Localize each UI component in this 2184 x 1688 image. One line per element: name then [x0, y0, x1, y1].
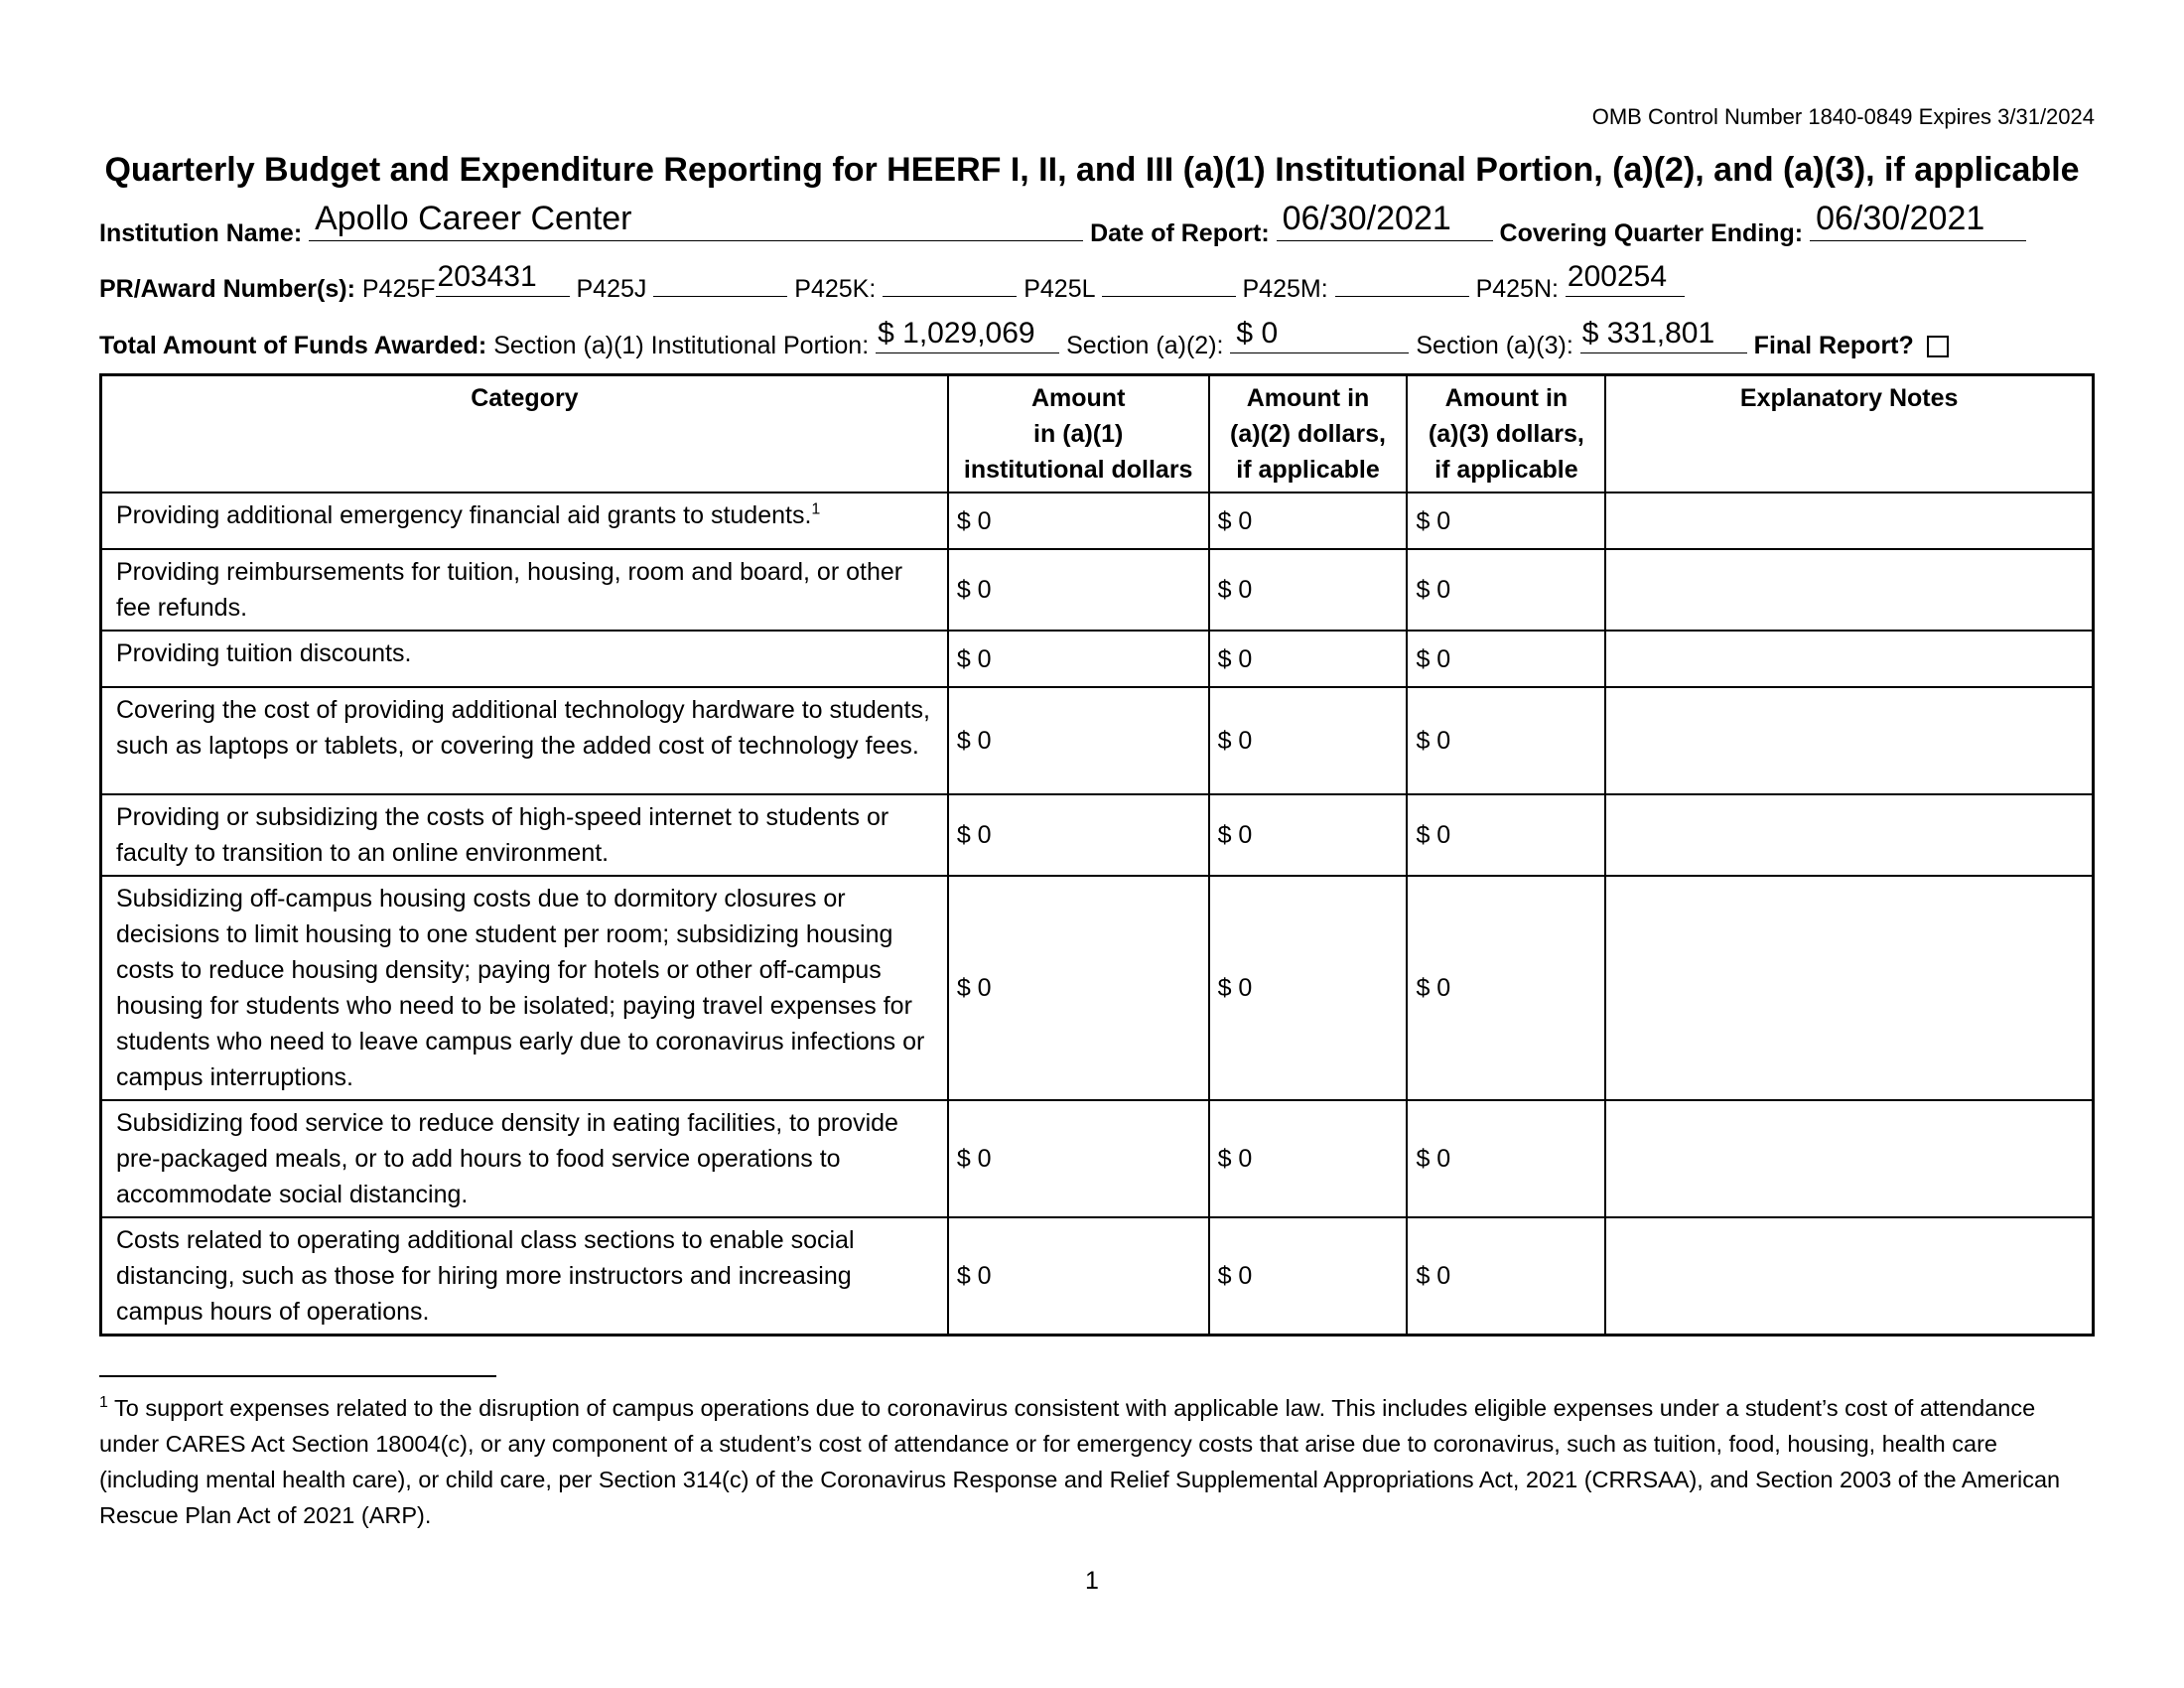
- form-title: Quarterly Budget and Expenditure Reporting for HEERF I, II, and III (a)(1) Institutional Portion, (a)(2), and (a)(3), if applicable: [104, 151, 2080, 189]
- header-notes: Explanatory Notes: [1605, 375, 2093, 493]
- a1-amount-cell[interactable]: $ 0: [948, 631, 1209, 687]
- a3-total-field[interactable]: [1580, 317, 1747, 353]
- a3-amount-cell[interactable]: $ 0: [1407, 794, 1605, 876]
- notes-cell[interactable]: [1605, 876, 2093, 1100]
- notes-cell[interactable]: [1605, 631, 2093, 687]
- notes-cell[interactable]: [1605, 687, 2093, 794]
- institution-label: Institution Name: [99, 219, 294, 247]
- a2-amount-cell[interactable]: $ 0: [1209, 794, 1408, 876]
- a3-amount-cell[interactable]: $ 0: [1407, 631, 1605, 687]
- notes-cell[interactable]: [1605, 1100, 2093, 1217]
- a2-amount-cell[interactable]: $ 0: [1209, 631, 1408, 687]
- table-row: [101, 549, 2094, 631]
- p425n-value: 200254: [1567, 260, 1668, 293]
- table-row: [101, 687, 2094, 794]
- covering-quarter-field[interactable]: [1810, 200, 2026, 241]
- date-of-report-label: Date of Report: [1090, 219, 1262, 247]
- a3-amount-cell[interactable]: $ 0: [1407, 1100, 1605, 1217]
- institution-name-field[interactable]: [309, 200, 1083, 241]
- header-category: Category: [101, 375, 948, 493]
- footnote-divider: [99, 1375, 496, 1377]
- category-cell: Providing additional emergency financial aid grants to students.$^1$: [101, 492, 948, 549]
- category-cell: Covering the cost of providing additional technology hardware to students, such as laptops or tablets, or covering the added cost of technology fees.: [101, 687, 948, 794]
- category-cell: Providing or subsidizing the costs of high-speed internet to students or faculty to transition to an online environment.: [101, 794, 948, 876]
- footnote-number: 1: [99, 1394, 108, 1412]
- a1-amount-cell[interactable]: $ 0: [948, 876, 1209, 1100]
- category-cell: Costs related to operating additional class sections to enable social distancing, such as those for hiring more instructors and increasing campus hours of operations.: [101, 1217, 948, 1336]
- budget-table: [99, 373, 2095, 1336]
- p425l-label: P425L: [1024, 275, 1095, 303]
- table-row: [101, 794, 2094, 876]
- table-row: [101, 1217, 2094, 1336]
- notes-cell[interactable]: [1605, 549, 2093, 631]
- p425f-field[interactable]: [436, 260, 570, 297]
- footnote-text: To support expenses related to the disruption of campus operations due to coronavirus consistent with applicable law. This includes eligible expenses under a student’s cost of attendance under CARES Act Section 18004(c), or any component of a student’s cost of attendance or for emergency costs that arise due to coronavirus, such as tuition, food, housing, health care (including mental health care), or child care, per Section 314(c) of the Coronavirus Response and Relief Supplemental Appropriations Act, 2021 (CRRSAA), and Section 2003 of the American Rescue Plan Act of 2021 (ARP).: [99, 1395, 2061, 1528]
- institution-name-value: Apollo Career Center: [315, 200, 632, 237]
- table-row: [101, 631, 2094, 687]
- a3-total-value: $ 331,801: [1581, 317, 1715, 350]
- page-number: 1: [1085, 1567, 1099, 1595]
- p425j-field[interactable]: [653, 266, 787, 297]
- p425m-label: P425M:: [1242, 275, 1328, 303]
- p425j-label: P425J: [576, 275, 647, 303]
- notes-cell[interactable]: [1605, 1217, 2093, 1336]
- award-number-label: PR/Award Number(s):: [99, 275, 355, 303]
- a2-amount-cell[interactable]: $ 0: [1209, 687, 1408, 794]
- date-of-report-value: 06/30/2021: [1282, 200, 1451, 237]
- p425n-label: P425N:: [1475, 275, 1559, 303]
- a2-amount-cell[interactable]: $ 0: [1209, 1217, 1408, 1336]
- a1-amount-cell[interactable]: $ 0: [948, 549, 1209, 631]
- a2-amount-cell[interactable]: $ 0: [1209, 549, 1408, 631]
- header-a2: Amount in (a)(2) dollars, if applicable: [1209, 375, 1408, 493]
- table-row: [101, 876, 2094, 1100]
- a3-amount-cell[interactable]: $ 0: [1407, 1217, 1605, 1336]
- omb-control-number: OMB Control Number 1840-0849 Expires 3/31/2024: [1591, 104, 2095, 129]
- p425f-value: 203431: [437, 260, 537, 293]
- p425n-field[interactable]: [1566, 260, 1685, 297]
- a1-amount-cell[interactable]: $ 0: [948, 492, 1209, 549]
- table-row: [101, 492, 2094, 549]
- total-funds-label: Total Amount of Funds Awarded:: [99, 332, 487, 359]
- a2-amount-cell[interactable]: $ 0: [1209, 876, 1408, 1100]
- p425l-field[interactable]: [1102, 266, 1236, 297]
- a3-amount-cell[interactable]: $ 0: [1407, 492, 1605, 549]
- total-funds-line: [99, 317, 1949, 360]
- p425f-label: P425F: [361, 275, 436, 303]
- a1-amount-cell[interactable]: $ 0: [948, 687, 1209, 794]
- p425m-field[interactable]: [1335, 266, 1469, 297]
- a3-amount-cell[interactable]: $ 0: [1407, 687, 1605, 794]
- a3-amount-cell[interactable]: $ 0: [1407, 549, 1605, 631]
- a1-section-label: Section (a)(1) Institutional Portion:: [493, 332, 870, 359]
- date-of-report-field[interactable]: [1277, 200, 1493, 241]
- category-cell: Providing tuition discounts.: [101, 631, 948, 687]
- institution-line: Institution Name: Apollo Career Center Date of Report: 06/30/2021 Covering Quarter Ending: 06/30/2021: [99, 211, 2026, 248]
- final-report-checkbox[interactable]: [1927, 336, 1949, 357]
- header-a1: Amount in (a)(1) institutional dollars: [948, 375, 1209, 493]
- table-header-row: [101, 375, 2094, 493]
- a1-total-value: $ 1,029,069: [878, 317, 1035, 350]
- a1-amount-cell[interactable]: $ 0: [948, 1100, 1209, 1217]
- a2-total-value: $ 0: [1236, 317, 1279, 350]
- table-row: [101, 1100, 2094, 1217]
- a1-amount-cell[interactable]: $ 0: [948, 794, 1209, 876]
- category-cell: Subsidizing off-campus housing costs due to dormitory closures or decisions to limit housing to one student per room; subsidizing housing costs to reduce housing density; paying for hotels or other off-campus housing for students who need to be isolated; paying travel expenses for students who need to leave campus early due to coronavirus infections or campus interruptions.: [101, 876, 948, 1100]
- a2-amount-cell[interactable]: $ 0: [1209, 492, 1408, 549]
- category-cell: Subsidizing food service to reduce density in eating facilities, to provide pre-packaged meals, or to add hours to food service operations to accommodate social distancing.: [101, 1100, 948, 1217]
- a1-total-field[interactable]: [876, 317, 1059, 353]
- header-a3: Amount in (a)(3) dollars, if applicable: [1407, 375, 1605, 493]
- a2-section-label: Section (a)(2):: [1066, 332, 1224, 359]
- p425k-label: P425K:: [794, 275, 877, 303]
- footnote-marker: 1: [811, 500, 821, 518]
- a3-section-label: Section (a)(3):: [1416, 332, 1573, 359]
- covering-quarter-label: Covering Quarter Ending:: [1499, 219, 1804, 247]
- a2-total-field[interactable]: [1230, 317, 1409, 353]
- category-cell: Providing reimbursements for tuition, housing, room and board, or other fee refunds.: [101, 549, 948, 631]
- notes-cell[interactable]: [1605, 492, 2093, 549]
- final-report-label: Final Report?: [1753, 332, 1914, 359]
- a2-amount-cell[interactable]: $ 0: [1209, 1100, 1408, 1217]
- covering-quarter-value: 06/30/2021: [1816, 200, 1985, 237]
- a1-amount-cell[interactable]: $ 0: [948, 1217, 1209, 1336]
- notes-cell[interactable]: [1605, 794, 2093, 876]
- award-number-line: [99, 260, 1685, 304]
- p425k-field[interactable]: [883, 266, 1017, 297]
- a3-amount-cell[interactable]: $ 0: [1407, 876, 1605, 1100]
- footnote: [99, 1390, 2095, 1533]
